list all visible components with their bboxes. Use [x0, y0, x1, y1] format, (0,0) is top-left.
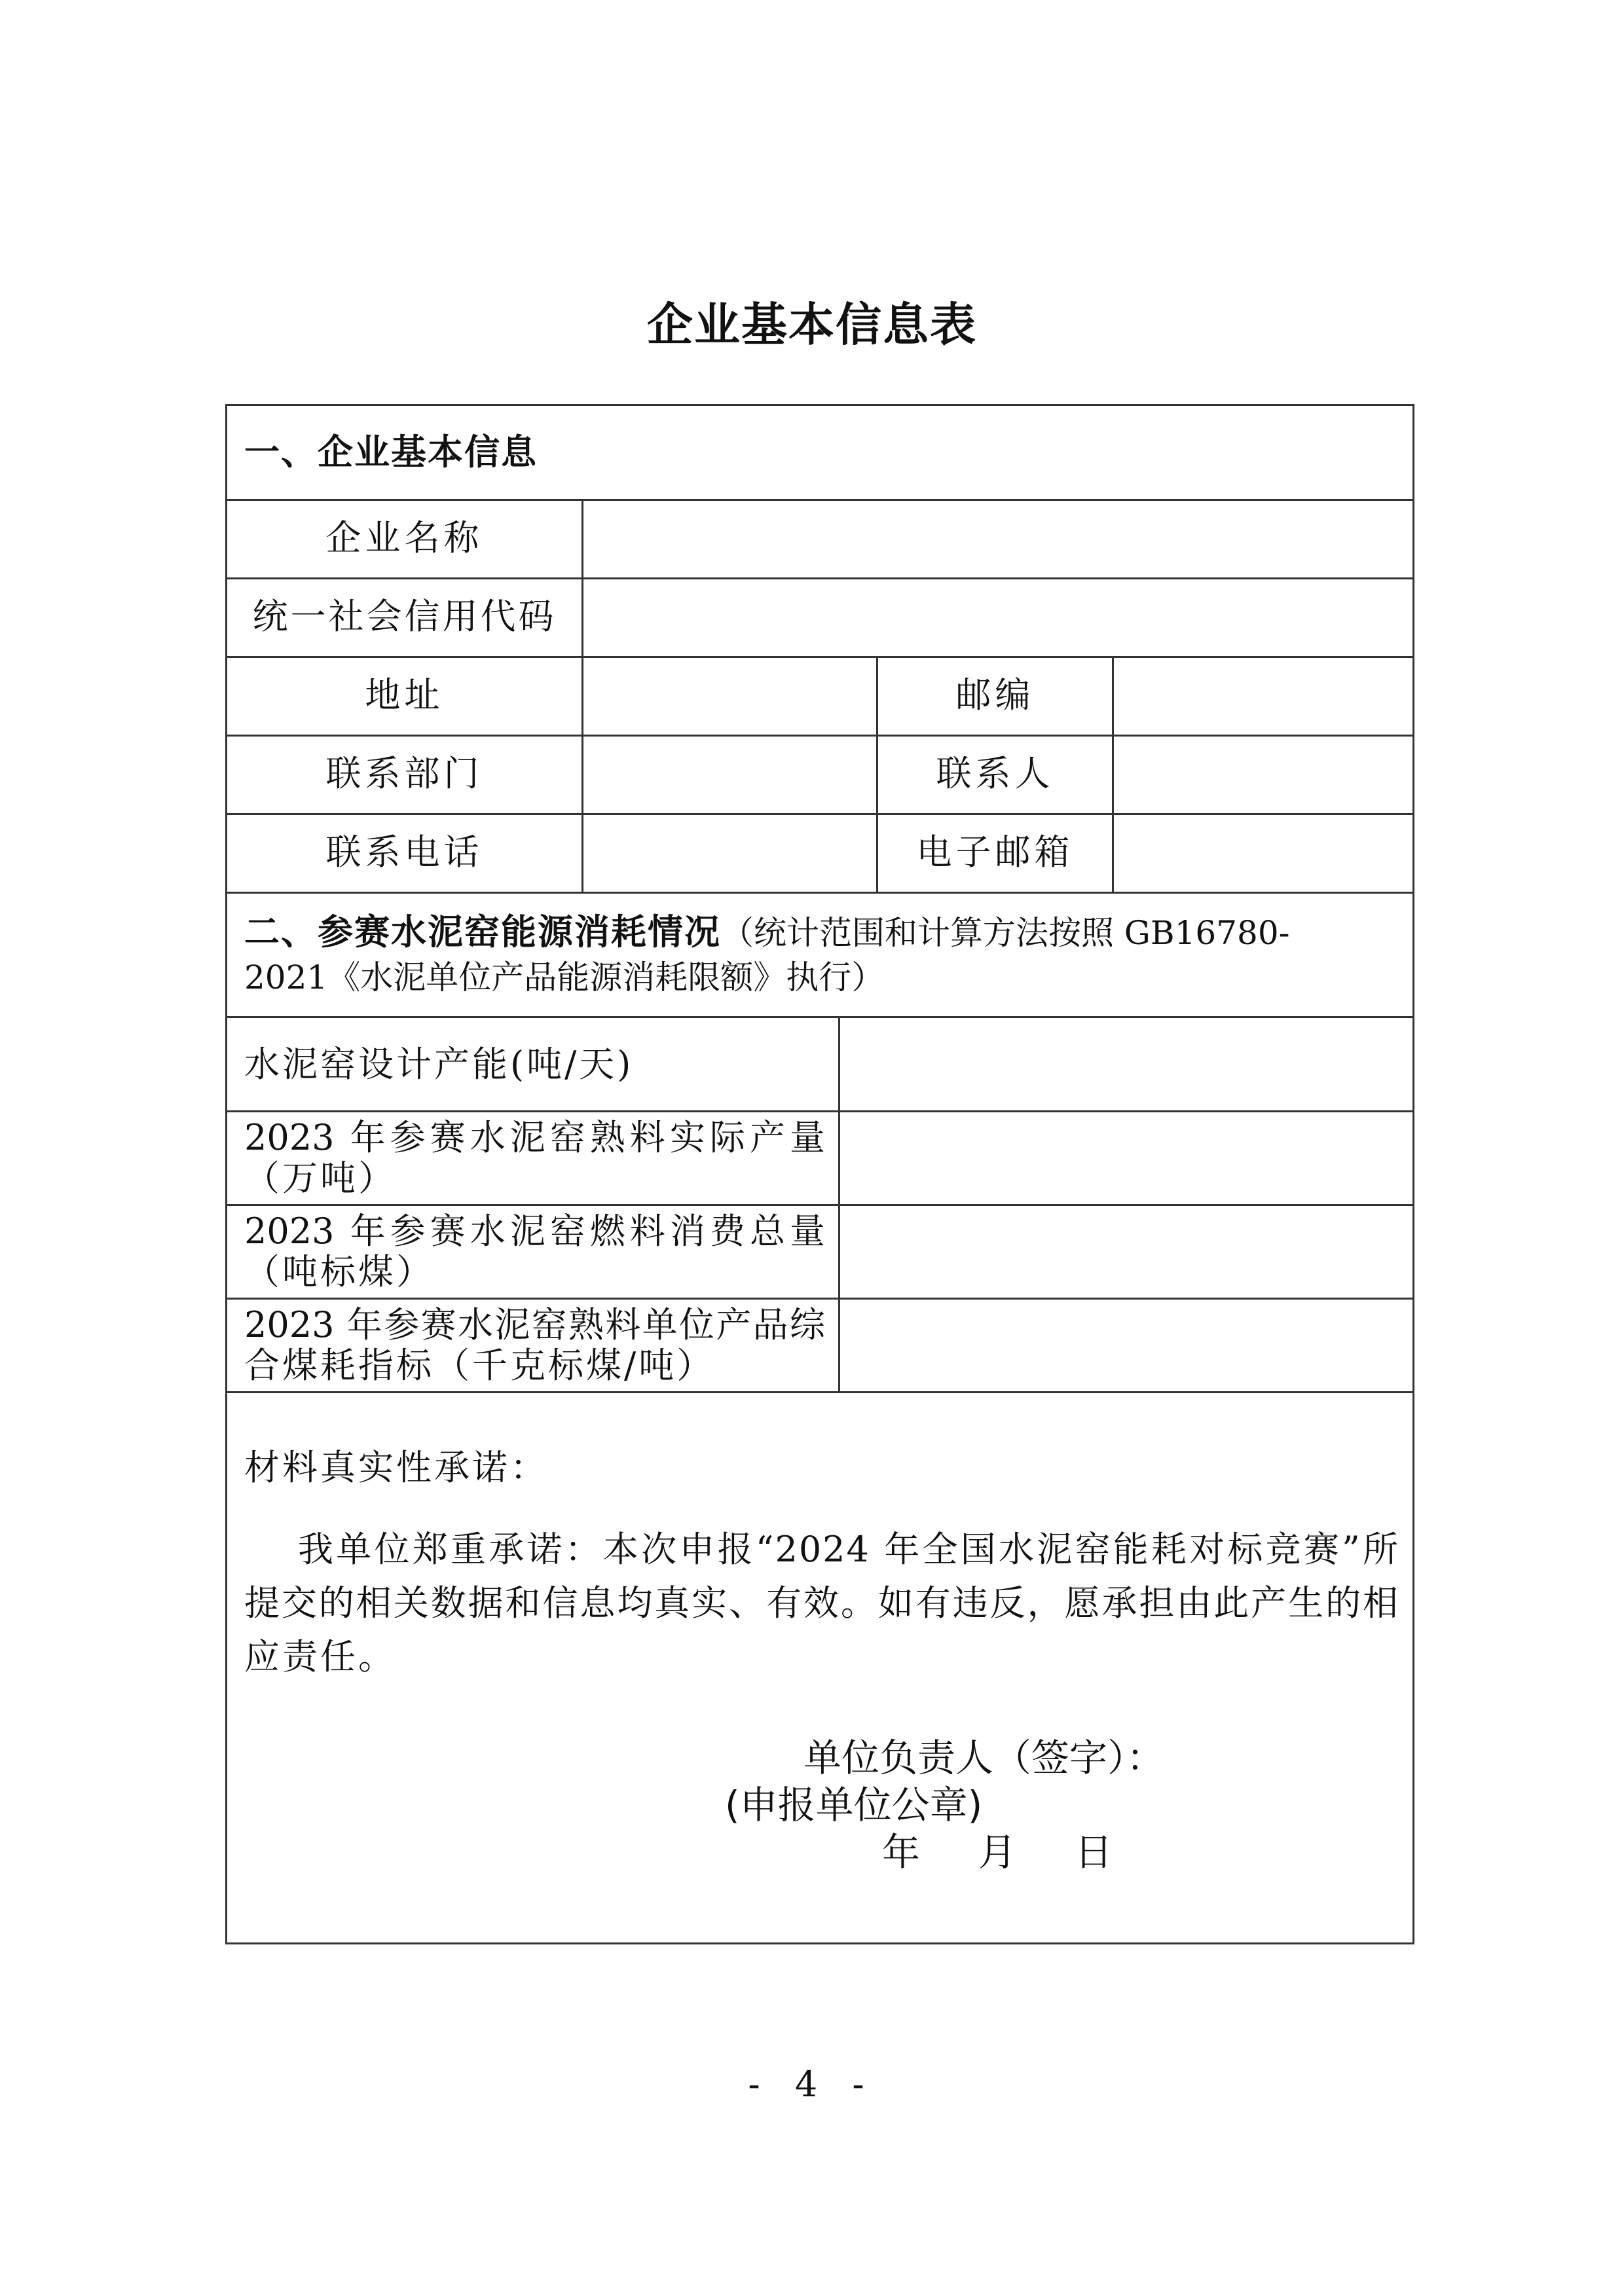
company-name-label: 企业名称	[325, 517, 483, 558]
coal-index-field[interactable]	[840, 1300, 1412, 1391]
credit-code-field[interactable]	[583, 579, 1412, 656]
date-year: 年	[882, 1830, 921, 1874]
promise-heading: 材料真实性承诺：	[244, 1447, 548, 1488]
company-name-field[interactable]	[583, 501, 1412, 577]
clinker-output-field[interactable]	[840, 1112, 1412, 1204]
fuel-consumption-field[interactable]	[840, 1206, 1412, 1298]
kiln-capacity-text: 水泥窑设计产能(吨/天)	[244, 1043, 634, 1085]
date-day: 日	[1075, 1830, 1113, 1874]
section2-heading: 二、参赛水泥窑能源消耗情况	[244, 911, 721, 953]
contact-person-label: 联系人	[936, 753, 1054, 794]
leader-signature-label: 单位负责人（签字）：	[803, 1736, 1165, 1780]
coal-index-line1: 2023 年参赛水泥窑熟料单位产品综	[244, 1304, 825, 1345]
clinker-output-label	[227, 1112, 838, 1204]
seal-label: (申报单位公章)	[725, 1783, 983, 1827]
address-field[interactable]	[583, 658, 876, 735]
fuel-consumption-line1: 2023 年参赛水泥窑燃料消费总量	[244, 1211, 825, 1252]
fuel-consumption-label	[227, 1206, 838, 1298]
department-label: 联系部门	[325, 753, 483, 794]
fuel-consumption-line2: （吨标煤）	[244, 1251, 434, 1292]
section2-heading-block	[227, 894, 1412, 1016]
section2-note-part2: 2021《水泥单位产品能源消耗限额》执行）	[244, 958, 885, 996]
kiln-capacity-label	[227, 1018, 838, 1110]
section1-heading: 一、企业基本信息	[244, 431, 538, 473]
promise-line2: 提交的相关数据和信息均真实、有效。如有违反，愿承担由此产生的相	[244, 1582, 1399, 1624]
department-field[interactable]	[583, 737, 876, 813]
clinker-output-line1: 2023 年参赛水泥窑熟料实际产量	[244, 1117, 825, 1158]
promise-line3: 应责任。	[244, 1636, 396, 1677]
clinker-output-line2: （万吨）	[244, 1157, 396, 1199]
date-month: 月	[978, 1830, 1017, 1874]
phone-field[interactable]	[583, 815, 876, 892]
postcode-field[interactable]	[1114, 658, 1412, 735]
credit-code-label: 统一社会信用代码	[252, 596, 557, 637]
row-divider	[227, 1391, 1412, 1393]
email-field[interactable]	[1114, 815, 1412, 892]
address-label: 地址	[365, 674, 444, 716]
page-number: - 4 -	[748, 2064, 876, 2105]
coal-index-label	[227, 1300, 838, 1391]
promise-line1: 我单位郑重承诺：本次申报“2024 年全国水泥窑能耗对标竞赛”所	[298, 1529, 1399, 1570]
email-label: 电子邮箱	[916, 831, 1074, 873]
kiln-capacity-field[interactable]	[840, 1018, 1412, 1110]
page-title: 企业基本信息表	[647, 298, 977, 352]
contact-person-field[interactable]	[1114, 737, 1412, 813]
coal-index-line2: 合煤耗指标（千克标煤/吨）	[244, 1345, 715, 1386]
postcode-label: 邮编	[955, 674, 1035, 716]
section2-note-part1: （统计范围和计算方法按照 GB16780-	[721, 914, 1290, 952]
info-form-table	[225, 404, 1414, 1944]
section2-heading-line	[244, 910, 1290, 955]
phone-label: 联系电话	[325, 831, 483, 873]
